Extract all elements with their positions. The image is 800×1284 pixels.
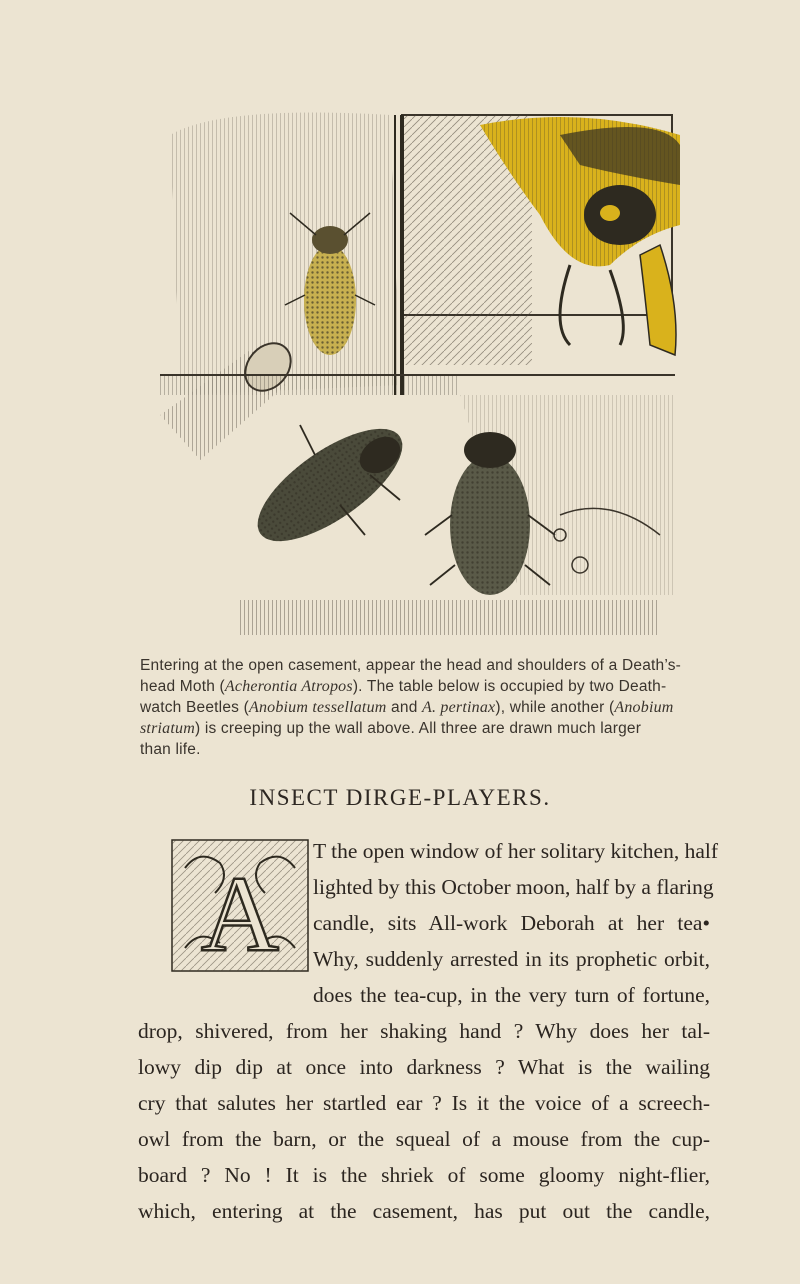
body-line: T the open window of her solitary kitchen, half: [313, 839, 719, 863]
body-text: [138, 833, 719, 1229]
engraving-plate: [140, 95, 680, 640]
body-line: does the tea-cup, in the very turn of fortune,: [313, 983, 710, 1007]
body-line: owl from the barn, or the squeal of a mouse from the cup-: [138, 1127, 710, 1151]
body-line: lighted by this October moon, half by a flaring: [313, 875, 714, 899]
body-line: candle, sits All-work Deborah at her tea•: [313, 911, 710, 935]
body-line: lowy dip dip at once into darkness ? What is the wailing: [138, 1055, 710, 1079]
body-line: cry that salutes her startled ear ? Is it the voice of a screech-: [138, 1091, 710, 1115]
caption-line: watch Beetles (Anobium tessellatum and A. pertinax), while another (Anobium: [140, 699, 674, 716]
caption-line: than life.: [140, 741, 201, 758]
caption-line: Entering at the open casement, appear the head and shoulders of a Death’s-: [140, 657, 682, 674]
body-line: Why, suddenly arrested in its prophetic orbit,: [313, 947, 710, 971]
chapter-heading: INSECT DIRGE-PLAYERS.: [249, 785, 551, 810]
body-line: board ? No ! It is the shriek of some gloomy night-flier,: [138, 1163, 710, 1187]
caption-line: striatum) is creeping up the wall above. All three are drawn much larger: [140, 720, 642, 737]
beetle-tessellatum-icon: [241, 408, 419, 561]
body-line: drop, shivered, from her shaking hand ? Why does her tal-: [138, 1019, 710, 1043]
body-line: which, entering at the casement, has put out the candle,: [138, 1199, 710, 1223]
figure-caption: [140, 655, 700, 760]
svg-text:A: A: [201, 855, 279, 973]
engraving-illustration: [140, 95, 680, 640]
caption-line: head Moth (Acherontia Atropos). The table below is occupied by two Death-: [140, 678, 667, 695]
